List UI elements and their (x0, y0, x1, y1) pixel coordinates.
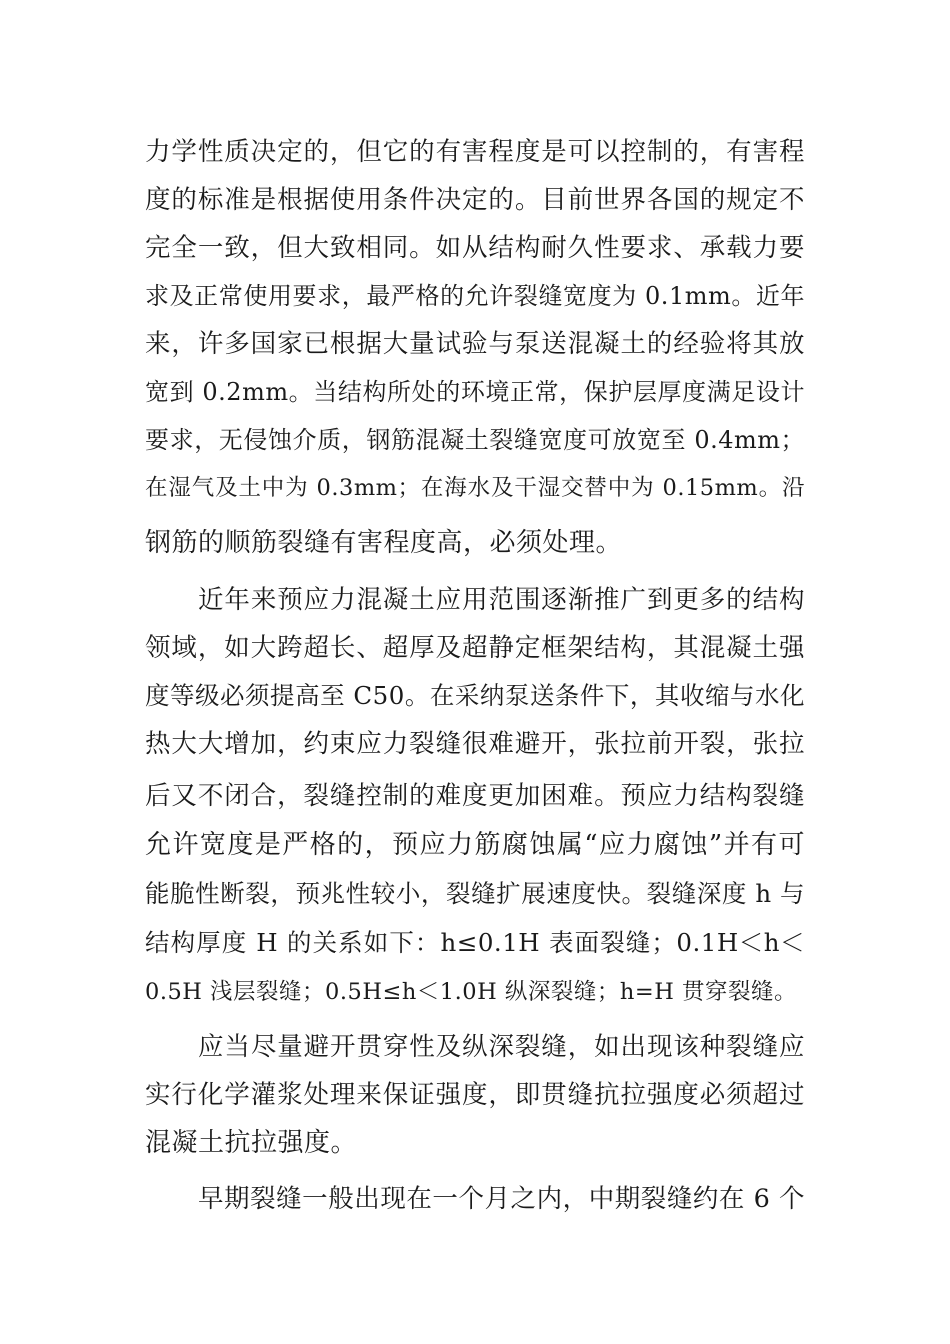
paragraph-line: 来，许多国家已根据大量试验与泵送混凝土的经验将其放 (145, 329, 805, 359)
paragraph-line: 求及正常使用要求，最严格的允许裂缝宽度为 0.1mm。近年 (145, 282, 805, 310)
paragraph-line: 混凝土抗拉强度。 (145, 1128, 358, 1158)
paragraph-line: 允许宽度是严格的，预应力筋腐蚀属“应力腐蚀”并有可 (145, 830, 805, 860)
paragraph-line: 近年来预应力混凝土应用范围逐渐推广到更多的结构 (198, 585, 805, 615)
paragraph-line: 领域，如大跨超长、超厚及超静定框架结构，其混凝土强 (145, 633, 805, 663)
paragraph-line: 钢筋的顺筋裂缝有害程度高，必须处理。 (145, 528, 623, 558)
paragraph-line: 要求，无侵蚀介质，钢筋混凝土裂缝宽度可放宽至 0.4mm； (145, 426, 805, 454)
paragraph-line: 完全一致，但大致相同。如从结构耐久性要求、承载力要 (145, 233, 805, 263)
paragraph-line: 后又不闭合，裂缝控制的难度更加困难。预应力结构裂缝 (145, 781, 805, 811)
paragraph-line: 应当尽量避开贯穿性及纵深裂缝，如出现该种裂缝应 (198, 1032, 805, 1062)
paragraph-line: 宽到 0.2mm。当结构所处的环境正常，保护层厚度满足设计 (145, 378, 805, 406)
paragraph-line: 在湿气及土中为 0.3mm；在海水及干湿交替中为 0.15mm。沿 (145, 475, 805, 501)
paragraph-line: 力学性质决定的，但它的有害程度是可以控制的，有害程 (145, 137, 805, 167)
paragraph-line: 实行化学灌浆处理来保证强度，即贯缝抗拉强度必须超过 (145, 1080, 805, 1110)
paragraph-line: 能脆性断裂，预兆性较小，裂缝扩展速度快。裂缝深度 h 与 (145, 879, 805, 908)
paragraph-line: 早期裂缝一般出现在一个月之内，中期裂缝约在 6 个 (198, 1184, 805, 1214)
paragraph-line: 结构厚度 H 的关系如下：h≤0.1H 表面裂缝；0.1H＜h＜ (145, 928, 805, 957)
paragraph-line: 度的标准是根据使用条件决定的。目前世界各国的规定不 (145, 185, 805, 215)
paragraph-line: 热大大增加，约束应力裂缝很难避开，张拉前开裂，张拉 (145, 729, 805, 759)
paragraph-line: 度等级必须提高至 C50。在采纳泵送条件下，其收缩与水化 (145, 681, 805, 710)
paragraph-line: 0.5H 浅层裂缝；0.5H≤h＜1.0H 纵深裂缝；h=H 贯穿裂缝。 (145, 979, 797, 1005)
